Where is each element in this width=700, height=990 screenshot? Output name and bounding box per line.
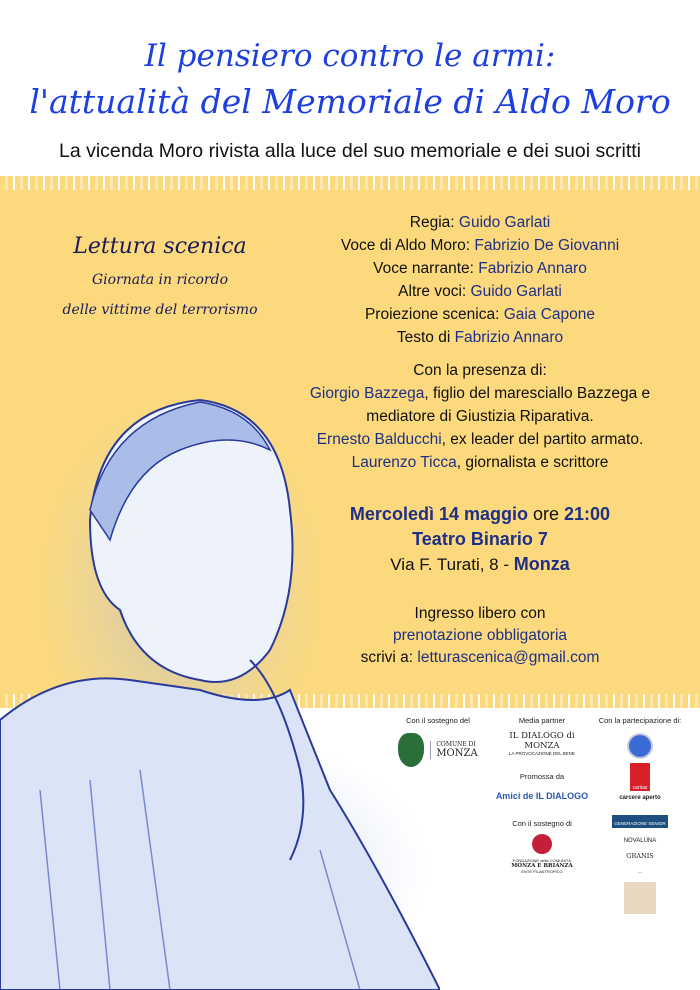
credit-role: Voce di Aldo Moro: [340,237,475,254]
fondazione-text: FONDAZIONE della COMUNITÀ [512,858,572,863]
lettura-heading: Lettura scenica [73,234,247,259]
event-venue: Teatro Binario 7 [412,529,548,549]
credit-role: Proiezione scenica: [364,306,504,323]
sponsor-comune [388,716,488,771]
partner-script-logo: ~ [637,868,643,877]
credit-line [290,257,670,280]
credit-line [290,326,670,349]
sponsor-center [492,716,592,874]
guest-desc: , ex leader del partito armato. [441,431,644,448]
amici-logo: Amici de IL DIALOGO [495,791,589,801]
novaluna-logo: NOVALUNA [623,838,657,844]
granis-logo: GRANIS [626,852,654,860]
carcere-aperto-logo: carcere aperto [619,795,661,801]
event-date: Mercoledì 14 maggio [349,504,528,524]
generazione-senior-logo: GENERAZIONE SENIOR [612,815,667,828]
fondazione-text: ENTE FILANTROPICO [521,869,563,874]
comune-crest-icon [398,733,424,767]
credit-name: Fabrizio De Giovanni [474,237,620,254]
sponsor-label: Media partner [518,716,566,725]
credit-line [290,303,670,326]
credit-name: Fabrizio Annaro [478,260,587,277]
sponsor-label: Promossa da [519,772,565,781]
guest-desc: , giornalista e scrittore [456,454,609,471]
credit-name: Guido Garlati [470,283,562,300]
credit-line [290,234,670,257]
sponsor-label: Con la partecipazione di: [598,716,682,725]
guests-intro: Con la presenza di: [413,362,547,379]
fondazione-logo-icon [532,834,552,854]
credit-name: Gaia Capone [503,306,596,323]
booking-line: Ingresso libero con [414,605,546,622]
credit-role: Altre voci: [398,283,471,300]
sponsor-partners [590,716,690,918]
event-ore: ore [527,504,565,524]
event-address: Via F. Turati, 8 - [390,555,514,574]
fondazione-text: MONZA E BRIANZA [511,863,573,869]
credit-line [290,280,670,303]
title-line-2: l'attualità del Memoriale di Aldo Moro [29,82,671,121]
monza-text: MONZA [436,748,478,759]
partner-circle-logo [627,733,653,759]
media-logo: IL DIALOGO di MONZA [509,731,575,751]
guest-name: Laurenzo Ticca [351,454,457,471]
guest-name: Ernesto Balducchi [316,431,442,448]
sponsor-label: Con il sostegno del [406,716,470,725]
subtitle: La vicenda Moro rivista alla luce del suo memoriale e dei suoi scritti [58,140,641,162]
booking-required: prenotazione obbligatoria [392,627,568,644]
guest-desc: , figlio del maresciallo Bazzega e [424,385,651,402]
booking-prefix: scrivi a: [360,649,418,666]
sponsor-label: Con il sostegno di [512,819,572,828]
credit-role: Voce narrante: [373,260,479,277]
guest-desc: mediatore di Giustizia Riparativa. [366,408,594,425]
booking-email[interactable]: letturascenica@gmail.com [417,649,600,666]
left-line-1: Giornata in ricordo [91,272,229,288]
credit-line [290,211,670,234]
media-sub: LA PROVOCAZIONE DEL BENE [508,751,576,756]
credit-role: Testo di [396,329,455,346]
comune-text: COMUNE DI [436,741,476,748]
caritas-logo: caritas [630,763,650,791]
left-line-2: delle vittime del terrorismo [62,302,258,318]
tree-logo-icon [624,882,656,914]
credits [290,211,670,349]
credit-role: Regia: [409,214,459,231]
title-line-1: Il pensiero contro le armi: [144,38,556,74]
aldo-moro-portrait-sketch [0,390,440,990]
brush-edge-top [0,176,700,190]
credit-name: Guido Garlati [458,214,551,231]
event-city: Monza [513,554,570,574]
event-time: 21:00 [564,504,611,524]
credit-name: Fabrizio Annaro [454,329,564,346]
guest-name: Giorgio Bazzega [309,385,425,402]
